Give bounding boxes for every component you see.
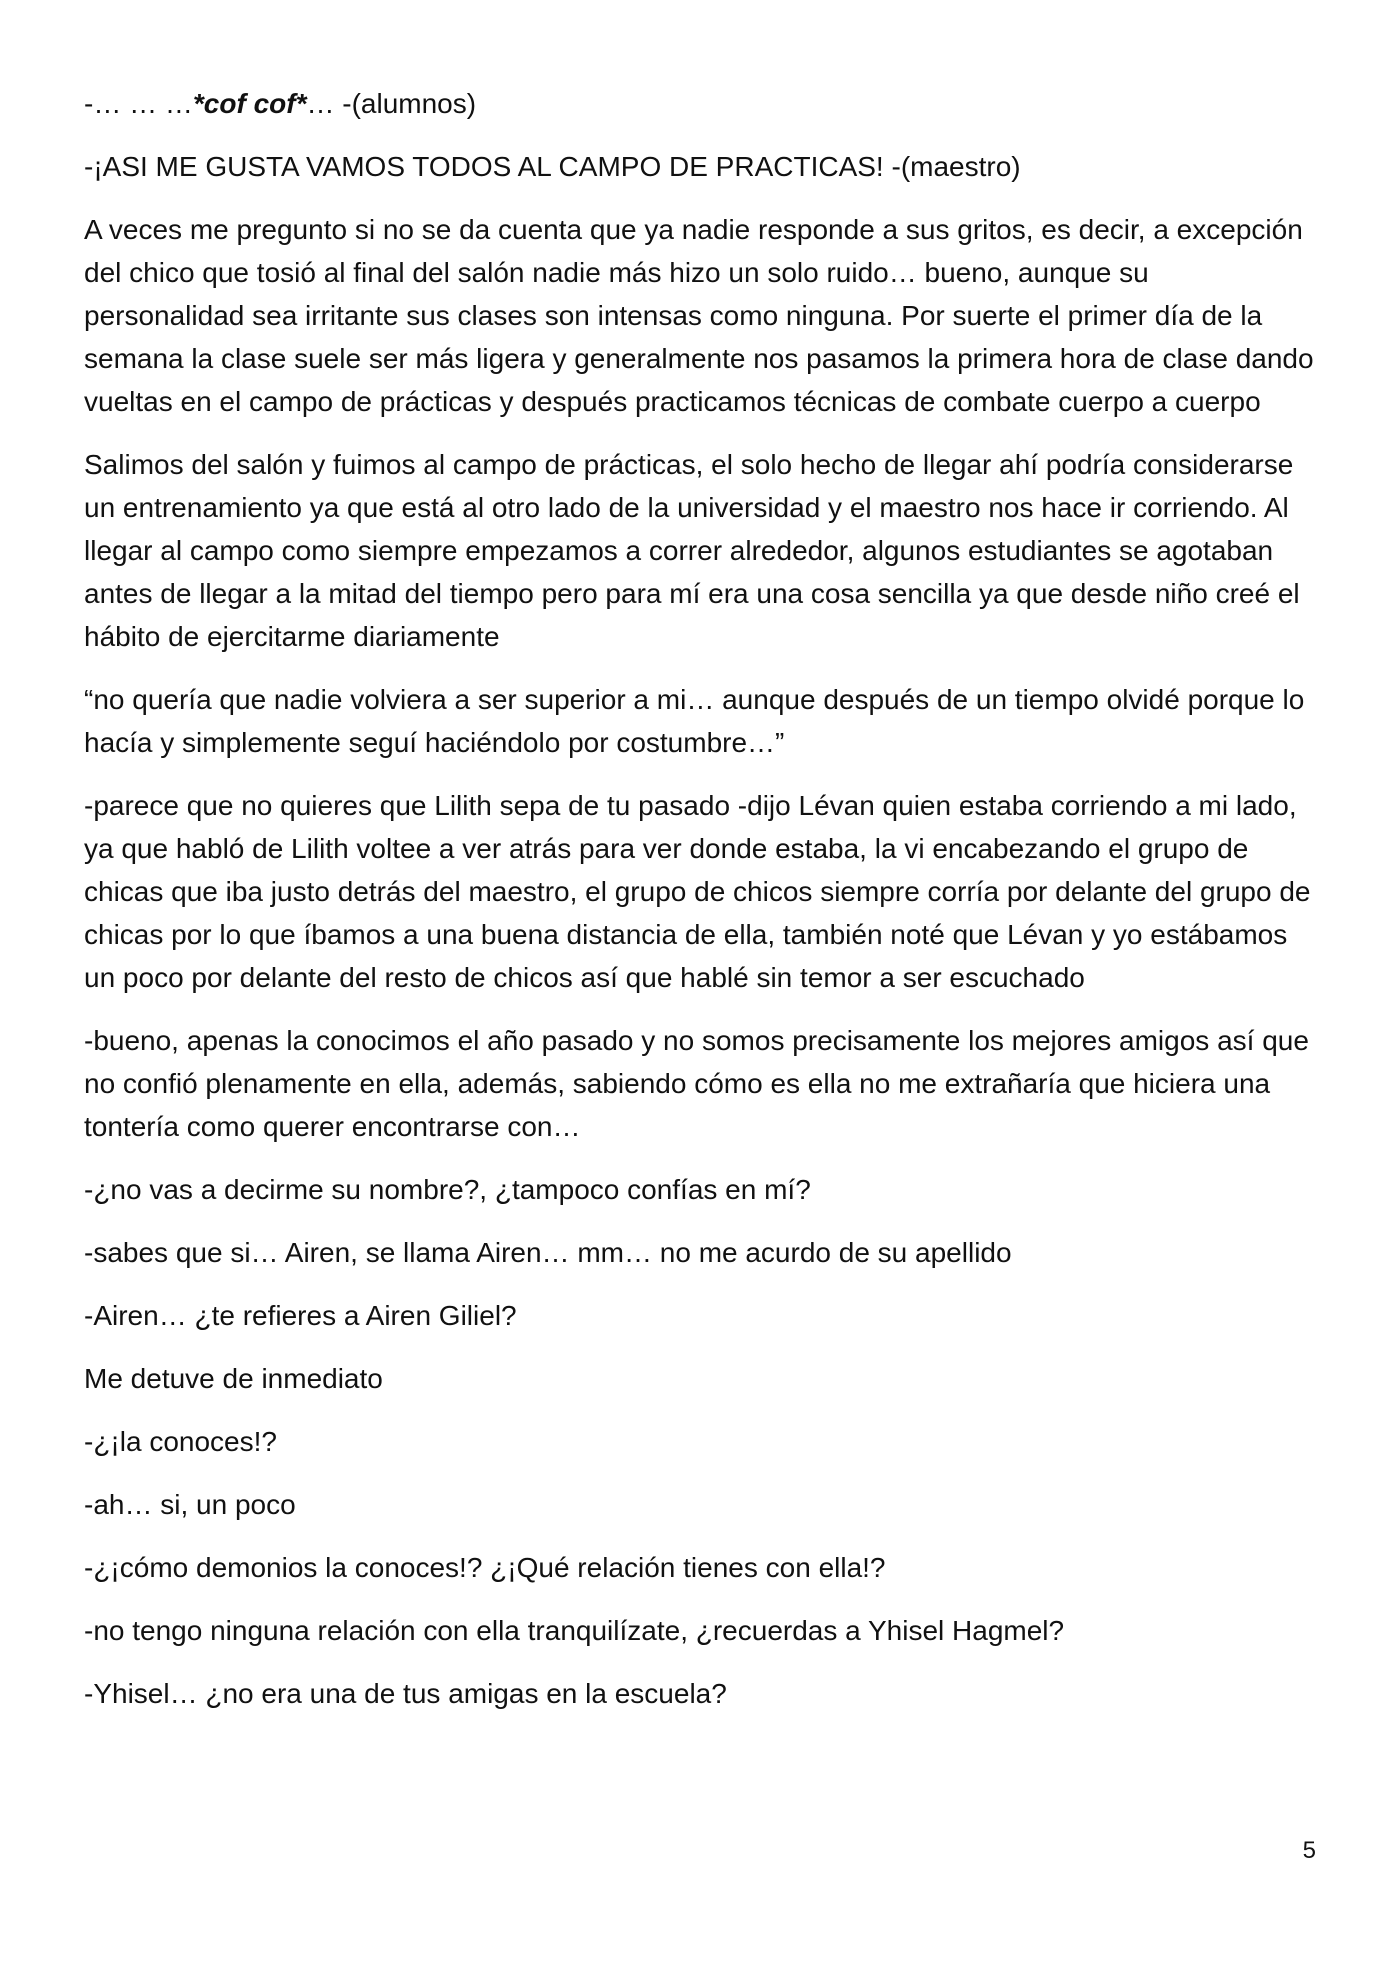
paragraph-text-before-emphasis: -… … … [84, 88, 193, 119]
page-body [84, 82, 1316, 1735]
paragraph: A veces me pregunto si no se da cuenta que ya nadie responde a sus gritos, es decir, a excepción del chico que tosió al final del salón nadie más hizo un solo ruido… bueno, aunque su personalidad sea irritante sus clases son intensas como ninguna. Por suerte el primer día de la semana la clase suele ser más ligera y generalmente nos pasamos la primera hora de clase dando vueltas en el campo de prácticas y después practicamos técnicas de combate cuerpo a cuerpo [84, 214, 1314, 417]
paragraph: -¿¡cómo demonios la conoces!? ¿¡Qué relación tienes con ella!? [84, 1552, 886, 1583]
paragraph-text-after-emphasis: … -(alumnos) [306, 88, 477, 119]
paragraph: -sabes que si… Airen, se llama Airen… mm… no me acurdo de su apellido [84, 1237, 1012, 1268]
paragraph: -Yhisel… ¿no era una de tus amigas en la escuela? [84, 1678, 727, 1709]
paragraph: -parece que no quieres que Lilith sepa de tu pasado -dijo Lévan quien estaba corriendo a mi lado, ya que habló de Lilith voltee a ver atrás para ver donde estaba, la vi encabezando el grupo de chicas que iba justo detrás del maestro, el grupo de chicos siempre corría por delante del grupo de chicas por lo que íbamos a una buena distancia de ella, también noté que Lévan y yo estábamos un poco por delante del resto de chicos así que hablé sin temor a ser escuchado [84, 790, 1311, 993]
paragraph: -ah… si, un poco [84, 1489, 296, 1520]
paragraph: -Airen… ¿te refieres a Airen Giliel? [84, 1300, 517, 1331]
emphasis-cough-text: *cof cof* [192, 88, 307, 119]
paragraph: -¡ASI ME GUSTA VAMOS TODOS AL CAMPO DE PRACTICAS! -(maestro) [84, 151, 1021, 182]
paragraph: “no quería que nadie volviera a ser superior a mi… aunque después de un tiempo olvidé porque lo hacía y simplemente seguí haciéndolo por costumbre…” [84, 684, 1305, 758]
paragraph: -no tengo ninguna relación con ella tranquilízate, ¿recuerdas a Yhisel Hagmel? [84, 1615, 1065, 1646]
paragraph: -¿¡la conoces!? [84, 1426, 277, 1457]
paragraph: -bueno, apenas la conocimos el año pasado y no somos precisamente los mejores amigos así que no confió plenamente en ella, además, sabiendo cómo es ella no me extrañaría que hiciera una tontería como querer encontrarse con… [84, 1025, 1309, 1142]
page-number: 5 [1302, 1837, 1316, 1864]
paragraph: Salimos del salón y fuimos al campo de prácticas, el solo hecho de llegar ahí podría considerarse un entrenamiento ya que está al otro lado de la universidad y el maestro nos hace ir corriendo. Al llegar al campo como siempre empezamos a correr alrededor, algunos estudiantes se agotaban antes de llegar a la mitad del tiempo pero para mí era una cosa sencilla ya que desde niño creé el hábito de ejercitarme diariamente [84, 449, 1300, 652]
paragraph: Me detuve de inmediato [84, 1363, 383, 1394]
paragraph: -¿no vas a decirme su nombre?, ¿tampoco confías en mí? [84, 1174, 811, 1205]
paragraph-dialogue-cough [84, 82, 1316, 125]
